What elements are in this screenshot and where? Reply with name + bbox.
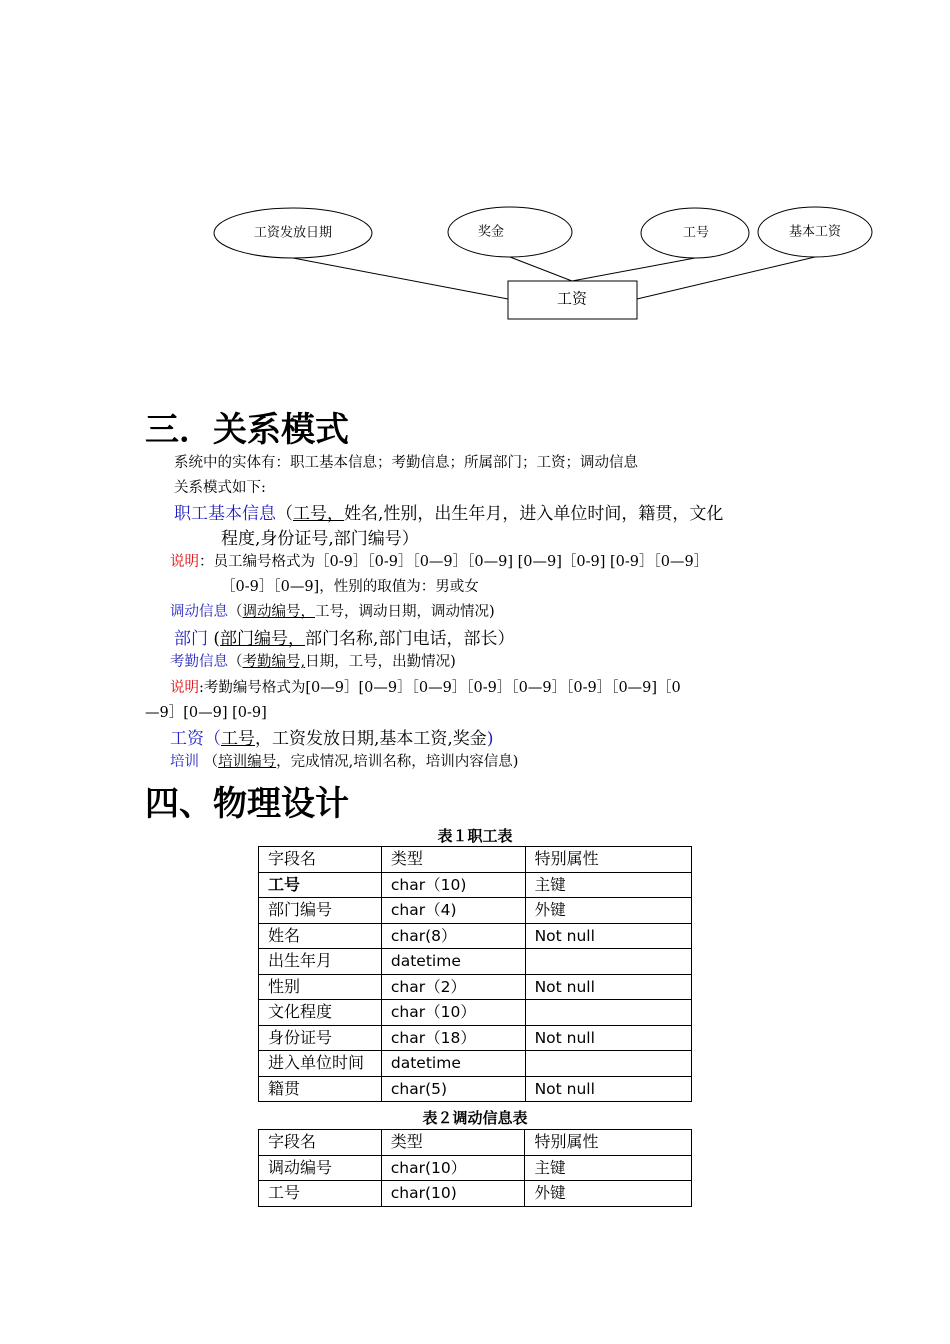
field-type-cell: char（2） (381, 974, 525, 1000)
relation-employee-name: 职工基本信息 (174, 504, 276, 524)
relation-training-key: 培训编号 (218, 754, 277, 770)
transfer-table (258, 1129, 692, 1207)
relation-dept-name: 部门 (174, 629, 208, 649)
note2-text: :考勤编号格式为[0—9］[0—9］［0—9］［0-9］［0—9］［0-9］［0—9]［0 (199, 680, 681, 696)
relations-intro: 关系模式如下: (174, 480, 266, 496)
field-attr-cell: 主键 (525, 872, 691, 898)
attr-label-base-salary: 基本工资 (788, 224, 842, 240)
note1-cont: ［0-9］［0—9]，性别的取值为：男或女 (221, 579, 479, 595)
field-type-cell: datetime (381, 949, 525, 975)
table-row (259, 1025, 692, 1051)
relation-attendance (170, 650, 456, 671)
relation-dept-open: ( (208, 629, 221, 649)
field-type-cell: datetime (381, 1051, 525, 1077)
field-type-cell: char（10） (381, 1000, 525, 1026)
field-attr-cell: Not null (525, 974, 691, 1000)
relation-attendance-name: 考勤信息 (170, 654, 228, 670)
field-type-cell: char(8） (381, 923, 525, 949)
relation-attendance-key: 考勤编号, (242, 654, 306, 670)
table-row (259, 923, 692, 949)
field-attr-cell (525, 949, 691, 975)
note2 (170, 676, 681, 697)
field-attr-cell: 主键 (525, 1155, 692, 1181)
relation-salary-key: 工号 (221, 729, 255, 749)
relation-salary-open: （ (204, 729, 221, 749)
field-name-cell: 出生年月 (259, 949, 382, 975)
relation-salary-name: 工资 (170, 729, 204, 749)
field-name-cell: 文化程度 (259, 1000, 382, 1026)
table-row (259, 974, 692, 1000)
field-attr-cell: 特别属性 (525, 1130, 692, 1156)
relation-transfer-key: 调动编号， (242, 604, 315, 620)
section3-title: 三．关系模式 (145, 410, 349, 450)
entity-label: 工资 (556, 289, 588, 308)
field-type-cell: char(5) (381, 1076, 525, 1102)
relation-salary (170, 724, 493, 749)
field-name-cell: 工号 (259, 872, 382, 898)
relation-training (170, 750, 518, 771)
relation-attendance-attrs: 日期，工号，出勤情况) (305, 654, 456, 670)
field-attr-cell: Not null (525, 923, 691, 949)
relation-training-open: （ (199, 754, 219, 770)
attr-label-id: 工号 (682, 225, 710, 241)
table-row (259, 1000, 692, 1026)
table-row (259, 1181, 692, 1207)
field-attr-cell: 外键 (525, 1181, 692, 1207)
relation-transfer-open: （ (228, 604, 243, 620)
field-name-cell: 籍贯 (259, 1076, 382, 1102)
relation-employee-attrs: 姓名,性别，出生年月，进入单位时间，籍贯，文化 (344, 504, 724, 524)
attr-label-bonus: 奖金 (477, 224, 505, 240)
field-type-cell: 类型 (381, 847, 525, 873)
field-name-cell: 工号 (259, 1181, 382, 1207)
entities-line: 系统中的实体有：职工基本信息；考勤信息；所属部门；工资；调动信息 (174, 455, 638, 471)
table-row (259, 1155, 692, 1181)
field-name-cell: 调动编号 (259, 1155, 382, 1181)
field-type-cell: char(10） (381, 1155, 525, 1181)
table-row (259, 898, 692, 924)
relation-employee-open: （ (276, 504, 293, 524)
field-name-cell: 身份证号 (259, 1025, 382, 1051)
table-row (259, 1051, 692, 1077)
note2-label: 说明 (170, 680, 199, 696)
note1-text: ：员工编号格式为［0-9］［0-9］［0—9］［0—9] [0—9]［0-9] [0-9］［0—9］ (199, 554, 709, 570)
field-attr-cell: 外键 (525, 898, 691, 924)
table2-caption: 表２调动信息表 (422, 1109, 528, 1127)
note1 (170, 550, 708, 571)
relation-transfer-name: 调动信息 (170, 604, 228, 620)
relation-salary-attrs: ，工资发放日期,基本工资,奖金 (255, 729, 487, 749)
relation-transfer (170, 600, 495, 621)
field-name-cell: 性别 (259, 974, 382, 1000)
field-type-cell: char(10) (381, 1181, 525, 1207)
field-attr-cell: Not null (525, 1025, 691, 1051)
field-name-cell: 部门编号 (259, 898, 382, 924)
er-diagram-lines (0, 0, 950, 340)
note1-label: 说明 (170, 554, 199, 570)
field-type-cell: char（4) (381, 898, 525, 924)
field-name-cell: 字段名 (259, 847, 382, 873)
relation-dept (174, 624, 514, 649)
field-type-cell: char（10) (381, 872, 525, 898)
relation-dept-key: 部门编号， (220, 629, 306, 649)
field-name-cell: 进入单位时间 (259, 1051, 382, 1077)
relation-training-name: 培训 (170, 754, 199, 770)
field-type-cell: char（18） (381, 1025, 525, 1051)
relation-salary-close: ) (486, 729, 494, 749)
attr-ellipse-bonus (448, 207, 572, 257)
employee-table (258, 846, 692, 1102)
table-row (259, 1076, 692, 1102)
field-attr-cell (525, 1000, 691, 1026)
field-attr-cell (525, 1051, 691, 1077)
relation-employee (174, 499, 723, 524)
field-attr-cell: 特别属性 (525, 847, 691, 873)
attr-label-pay-date: 工资发放日期 (253, 225, 333, 241)
relation-training-attrs: ，完成情况,培训名称，培训内容信息) (276, 754, 519, 770)
relation-attendance-open: （ (228, 654, 243, 670)
table-row (259, 949, 692, 975)
table-header-row (259, 847, 692, 873)
section4-title: 四、物理设计 (145, 784, 349, 824)
table-row (259, 872, 692, 898)
note2-cont: —9］[0—9] [0-9] (145, 705, 267, 721)
relation-employee-cont: 程度,身份证号,部门编号） (221, 529, 419, 549)
relation-transfer-attrs: 工号，调动日期，调动情况) (315, 604, 495, 620)
field-name-cell: 姓名 (259, 923, 382, 949)
relation-employee-key: 工号， (293, 504, 344, 524)
table-header-row (259, 1130, 692, 1156)
table1-caption: 表１职工表 (437, 827, 513, 845)
relation-dept-attrs: 部门名称,部门电话，部长） (305, 629, 515, 649)
field-type-cell: 类型 (381, 1130, 525, 1156)
field-attr-cell: Not null (525, 1076, 691, 1102)
field-name-cell: 字段名 (259, 1130, 382, 1156)
